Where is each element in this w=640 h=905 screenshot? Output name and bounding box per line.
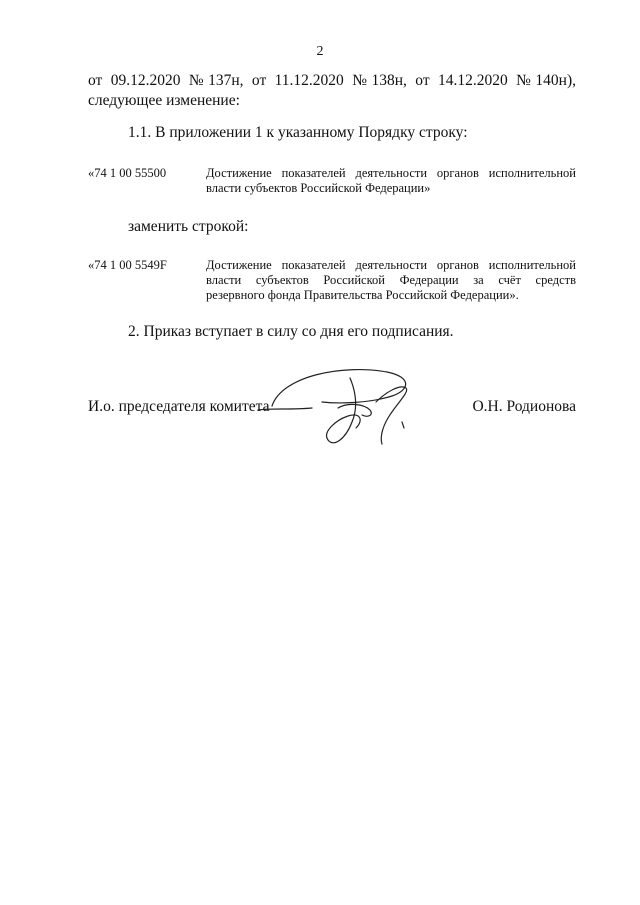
old-desc-line-2: власти субъектов Российской Федерации»: [206, 181, 431, 195]
new-desc-line-2: власти субъектов Российской Федерации за счёт средств: [206, 273, 576, 287]
intro-line-1: от 09.12.2020 №137н, от 11.12.2020 №138н, от 14.12.2020 №140н),: [88, 72, 576, 89]
item-1-1-paragraph: 1.1. В приложении 1 к указанному Порядку строку:: [128, 124, 468, 141]
page-number: 2: [316, 44, 324, 59]
signatory-name: О.Н. Родионова: [472, 398, 576, 415]
new-budget-code: «74 1 00 5549F: [88, 258, 167, 272]
signatory-position: И.о. председателя комитета: [88, 398, 270, 415]
new-desc-line-1: Достижение показателей деятельности органов исполнительной: [206, 258, 576, 272]
replace-with-paragraph: заменить строкой:: [128, 218, 249, 235]
intro-line-2: следующее изменение:: [88, 92, 240, 109]
intro-paragraph: [88, 71, 576, 111]
new-desc-line-3: резервного фонда Правительства Российской Федерации».: [206, 288, 519, 302]
item-2-paragraph: 2. Приказ вступает в силу со дня его подписания.: [128, 323, 454, 340]
handwritten-signature: [252, 358, 422, 458]
new-budget-description: [206, 258, 576, 303]
old-desc-line-1: Достижение показателей деятельности органов исполнительной: [206, 166, 576, 180]
old-budget-description: [206, 166, 576, 196]
old-budget-code: «74 1 00 55500: [88, 166, 167, 180]
